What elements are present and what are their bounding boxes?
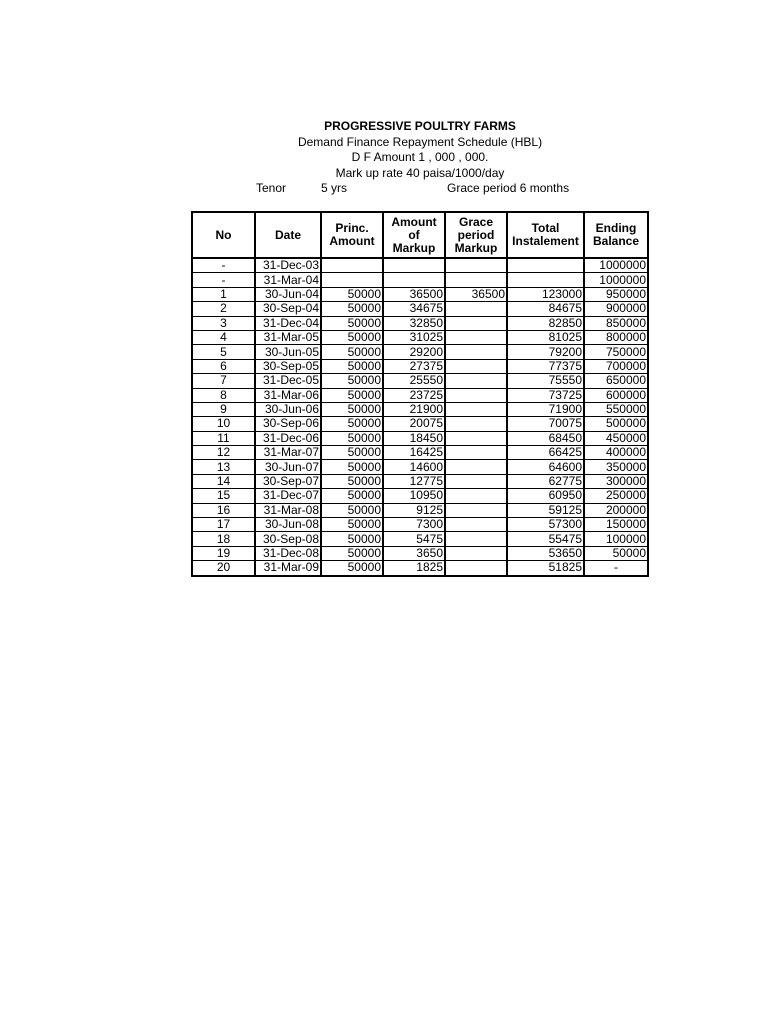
table-row [192,374,648,388]
table-row [192,474,648,488]
document-header [190,119,650,197]
table-row [192,460,648,474]
column-header-label: Amount [329,234,375,248]
cell-date: 30-Jun-05 [255,345,321,359]
cell-date: 30-Jun-06 [255,402,321,416]
cell-markup: 36500 [383,287,445,301]
cell-ending-balance: 500000 [584,417,648,431]
cell-markup: 29200 [383,345,445,359]
cell-markup: 25550 [383,374,445,388]
cell-grace-markup [445,374,507,388]
cell-no: 19 [192,546,255,560]
cell-no: 12 [192,446,255,460]
cell-ending-balance: 250000 [584,489,648,503]
cell-no: - [192,273,255,287]
cell-ending-balance: 400000 [584,446,648,460]
cell-no: 6 [192,359,255,373]
cell-markup: 31025 [383,330,445,344]
cell-grace-markup [445,532,507,546]
column-header [321,212,383,258]
cell-total-instalment: 70075 [507,417,584,431]
cell-grace-markup [445,460,507,474]
cell-ending-balance: 350000 [584,460,648,474]
cell-no: 16 [192,503,255,517]
table-row [192,316,648,330]
cell-no: 14 [192,474,255,488]
cell-markup: 16425 [383,446,445,460]
cell-ending-balance: 900000 [584,302,648,316]
cell-principal: 50000 [321,518,383,532]
tenor-label: Tenor [256,181,287,195]
cell-markup: 14600 [383,460,445,474]
column-header [192,212,255,258]
table-row [192,258,648,273]
cell-principal: 50000 [321,302,383,316]
cell-total-instalment: 123000 [507,287,584,301]
cell-no: - [192,258,255,273]
cell-grace-markup [445,316,507,330]
cell-date: 30-Jun-04 [255,287,321,301]
cell-ending-balance: 600000 [584,388,648,402]
cell-grace-markup [445,273,507,287]
cell-markup: 7300 [383,518,445,532]
cell-total-instalment: 71900 [507,402,584,416]
column-header-label: Total [531,221,560,235]
cell-total-instalment: 77375 [507,359,584,373]
cell-principal: 50000 [321,330,383,344]
schedule-subtitle: Demand Finance Repayment Schedule (HBL) [297,134,543,149]
cell-grace-markup [445,561,507,576]
cell-date: 31-Dec-03 [255,258,321,273]
grace-period: Grace period 6 months [447,181,570,195]
cell-date: 31-Dec-04 [255,316,321,330]
table-row [192,402,648,416]
cell-markup: 34675 [383,302,445,316]
table-body [192,258,648,576]
cell-grace-markup [445,474,507,488]
cell-grace-markup [445,431,507,445]
cell-principal [321,273,383,287]
cell-ending-balance: 100000 [584,532,648,546]
cell-principal: 50000 [321,460,383,474]
cell-principal: 50000 [321,359,383,373]
cell-principal: 50000 [321,532,383,546]
cell-date: 31-Mar-04 [255,273,321,287]
table-row [192,532,648,546]
cell-ending-balance: 950000 [584,287,648,301]
cell-no: 9 [192,402,255,416]
cell-grace-markup [445,302,507,316]
tenor-row [190,181,650,197]
column-header [383,212,445,258]
cell-grace-markup [445,388,507,402]
cell-total-instalment: 81025 [507,330,584,344]
cell-no: 20 [192,561,255,576]
column-header [445,212,507,258]
cell-principal: 50000 [321,374,383,388]
table-row [192,345,648,359]
cell-total-instalment: 62775 [507,474,584,488]
cell-date: 31-Dec-05 [255,374,321,388]
repayment-schedule-table [191,211,649,577]
table-row [192,287,648,301]
cell-markup: 32850 [383,316,445,330]
cell-markup: 3650 [383,546,445,560]
cell-total-instalment: 51825 [507,561,584,576]
cell-grace-markup [445,345,507,359]
cell-grace-markup [445,402,507,416]
cell-no: 15 [192,489,255,503]
table-row [192,273,648,287]
cell-ending-balance: - [584,561,648,576]
cell-markup: 21900 [383,402,445,416]
cell-principal: 50000 [321,561,383,576]
column-header-label: of [408,227,420,242]
cell-principal: 50000 [321,489,383,503]
table-row [192,518,648,532]
cell-date: 30-Sep-08 [255,532,321,546]
cell-ending-balance: 650000 [584,374,648,388]
cell-total-instalment: 82850 [507,316,584,330]
cell-ending-balance: 850000 [584,316,648,330]
cell-total-instalment: 79200 [507,345,584,359]
cell-no: 2 [192,302,255,316]
column-header [584,212,648,258]
cell-date: 30-Sep-05 [255,359,321,373]
cell-grace-markup [445,518,507,532]
cell-grace-markup [445,489,507,503]
cell-total-instalment: 73725 [507,388,584,402]
cell-no: 7 [192,374,255,388]
cell-no: 13 [192,460,255,474]
cell-ending-balance: 800000 [584,330,648,344]
cell-total-instalment: 66425 [507,446,584,460]
table-row [192,302,648,316]
cell-total-instalment: 75550 [507,374,584,388]
cell-principal: 50000 [321,402,383,416]
cell-principal: 50000 [321,316,383,330]
cell-principal: 50000 [321,446,383,460]
cell-principal: 50000 [321,417,383,431]
cell-principal: 50000 [321,503,383,517]
cell-principal: 50000 [321,474,383,488]
column-header-label: Grace [458,214,494,229]
cell-markup: 12775 [383,474,445,488]
cell-date: 31-Mar-06 [255,388,321,402]
column-header-label: No [215,227,232,242]
cell-date: 31-Dec-06 [255,431,321,445]
cell-ending-balance: 50000 [584,546,648,560]
cell-principal: 50000 [321,388,383,402]
column-header-label: Amount [391,214,437,229]
cell-date: 31-Mar-09 [255,561,321,576]
cell-grace-markup [445,546,507,560]
column-header-label: Balance [592,234,640,248]
column-header-label: Markup [392,240,436,255]
cell-grace-markup [445,446,507,460]
markup-rate: Mark up rate 40 paisa/1000/day [335,165,505,180]
cell-total-instalment: 55475 [507,532,584,546]
cell-principal: 50000 [321,345,383,359]
cell-markup: 5475 [383,532,445,546]
cell-no: 4 [192,330,255,344]
column-header-label: Instalement [512,234,579,248]
cell-ending-balance: 1000000 [584,273,648,287]
cell-total-instalment [507,258,584,273]
cell-grace-markup: 36500 [445,287,507,301]
cell-no: 10 [192,417,255,431]
table-row [192,417,648,431]
cell-total-instalment: 64600 [507,460,584,474]
cell-total-instalment: 59125 [507,503,584,517]
cell-markup [383,258,445,273]
cell-date: 31-Mar-05 [255,330,321,344]
column-header-label: Ending [595,221,637,235]
cell-total-instalment: 84675 [507,302,584,316]
column-header-label: Markup [454,240,498,255]
column-header-label: Princ. [335,221,369,235]
cell-date: 31-Mar-08 [255,503,321,517]
company-title: PROGRESSIVE POULTRY FARMS [324,119,516,133]
cell-no: 3 [192,316,255,330]
table-row [192,388,648,402]
cell-ending-balance: 1000000 [584,258,648,273]
tenor-value: 5 yrs [321,181,348,195]
column-header [507,212,584,258]
cell-markup [383,273,445,287]
cell-markup: 23725 [383,388,445,402]
cell-ending-balance: 450000 [584,431,648,445]
cell-markup: 27375 [383,359,445,373]
cell-principal [321,258,383,273]
cell-date: 30-Sep-06 [255,417,321,431]
cell-date: 31-Dec-08 [255,546,321,560]
cell-ending-balance: 200000 [584,503,648,517]
df-amount: D F Amount 1 , 000 , 000. [351,150,489,164]
cell-markup: 18450 [383,431,445,445]
cell-principal: 50000 [321,546,383,560]
cell-principal: 50000 [321,287,383,301]
cell-no: 18 [192,532,255,546]
cell-grace-markup [445,417,507,431]
column-header-label: period [457,227,495,242]
cell-grace-markup [445,258,507,273]
cell-grace-markup [445,359,507,373]
cell-no: 8 [192,388,255,402]
cell-grace-markup [445,330,507,344]
cell-date: 30-Sep-04 [255,302,321,316]
cell-ending-balance: 700000 [584,359,648,373]
table-row [192,330,648,344]
table-row [192,546,648,560]
cell-markup: 20075 [383,417,445,431]
cell-date: 31-Dec-07 [255,489,321,503]
cell-ending-balance: 300000 [584,474,648,488]
cell-no: 1 [192,287,255,301]
cell-ending-balance: 550000 [584,402,648,416]
cell-principal: 50000 [321,431,383,445]
table-row [192,359,648,373]
cell-grace-markup [445,503,507,517]
cell-date: 31-Mar-07 [255,446,321,460]
table-row [192,446,648,460]
table-row [192,489,648,503]
table-row [192,503,648,517]
cell-no: 11 [192,431,255,445]
cell-date: 30-Jun-08 [255,518,321,532]
cell-markup: 10950 [383,489,445,503]
cell-total-instalment [507,273,584,287]
cell-no: 17 [192,518,255,532]
table-header-row [192,212,648,258]
cell-total-instalment: 57300 [507,518,584,532]
cell-ending-balance: 750000 [584,345,648,359]
cell-date: 30-Sep-07 [255,474,321,488]
cell-total-instalment: 60950 [507,489,584,503]
table-row [192,561,648,576]
cell-ending-balance: 150000 [584,518,648,532]
table-row [192,431,648,445]
cell-date: 30-Jun-07 [255,460,321,474]
cell-total-instalment: 53650 [507,546,584,560]
column-header [255,212,321,258]
cell-markup: 9125 [383,503,445,517]
cell-no: 5 [192,345,255,359]
cell-total-instalment: 68450 [507,431,584,445]
column-header-label: Date [274,227,301,242]
cell-markup: 1825 [383,561,445,576]
